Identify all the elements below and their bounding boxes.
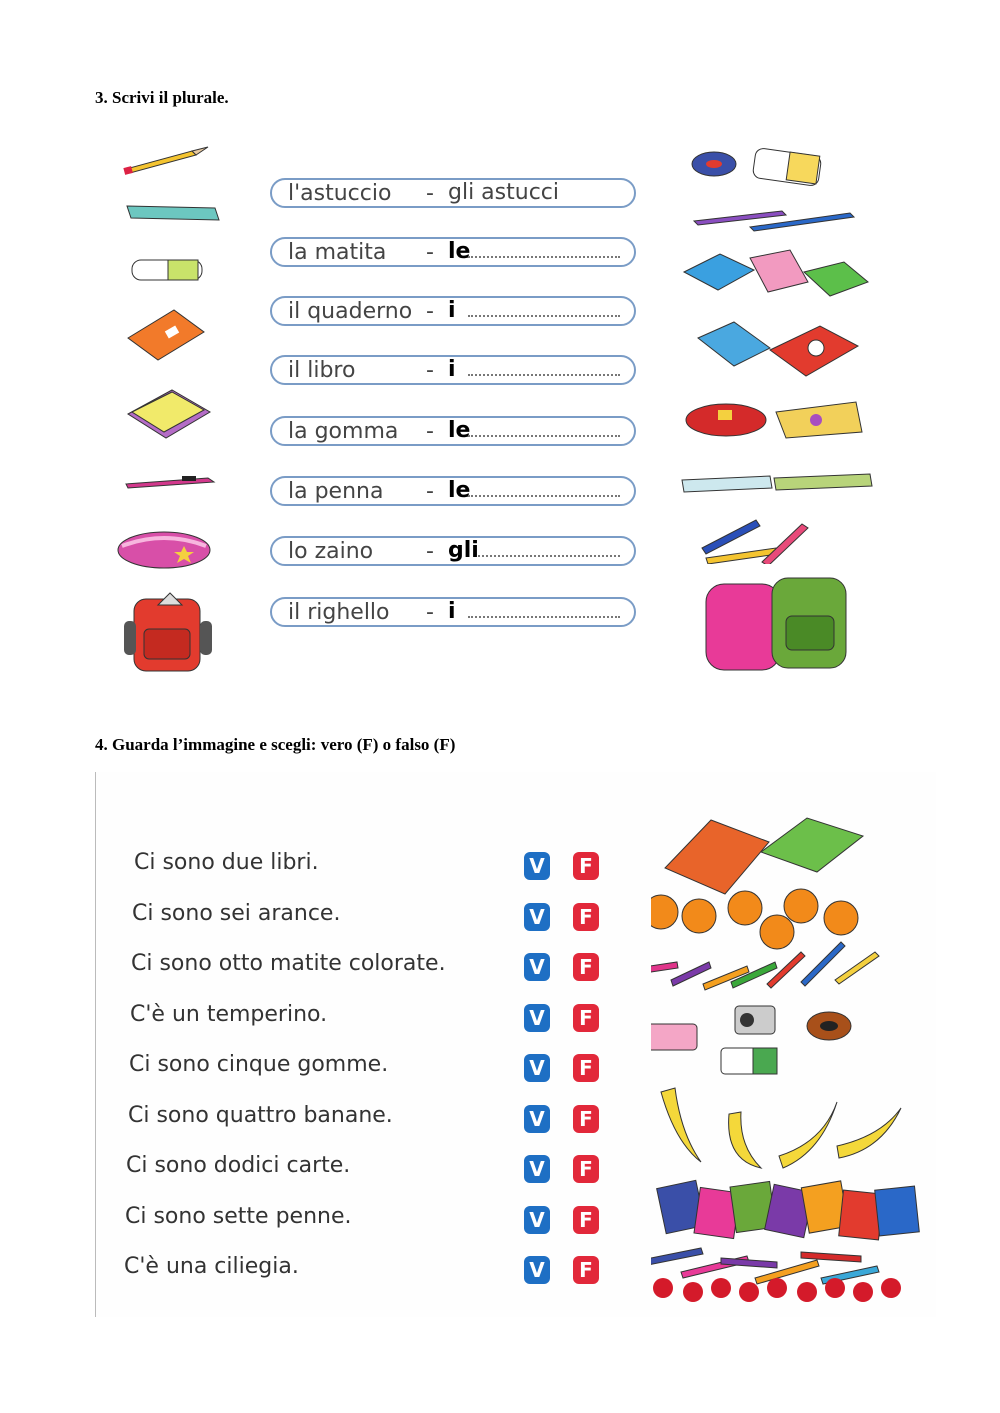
sharpener-icon (735, 1006, 775, 1034)
oranges-icon (651, 889, 858, 949)
pens-icon (690, 205, 860, 233)
plural-answer[interactable]: gli (448, 538, 479, 563)
pencil-cases-icon (682, 392, 872, 444)
dash: - (426, 479, 434, 504)
plural-row (270, 536, 636, 566)
tape-icon (807, 1012, 851, 1040)
statement-text: Ci sono cinque gomme. (129, 1052, 389, 1077)
false-button[interactable]: F (573, 1004, 599, 1032)
singular-word: il libro (288, 358, 356, 383)
backpacks-icon (696, 574, 856, 674)
plural-answer[interactable]: gli astucci (448, 180, 559, 205)
dash: - (426, 299, 434, 324)
dash: - (426, 419, 434, 444)
singular-word: lo zaino (288, 539, 374, 564)
bananas-icon (661, 1088, 901, 1168)
pencils-icon (696, 514, 816, 564)
notebooks-icon (680, 248, 880, 304)
dash: - (426, 358, 434, 383)
answer-blank[interactable] (478, 555, 620, 557)
pencil-case-icon (114, 524, 214, 574)
true-button[interactable]: V (524, 1155, 550, 1183)
true-false-panel (95, 772, 936, 1317)
true-button[interactable]: V (524, 903, 550, 931)
dash: - (426, 600, 434, 625)
false-button[interactable]: F (573, 903, 599, 931)
statement-text: C'è un temperino. (130, 1001, 328, 1027)
answer-blank[interactable] (468, 435, 620, 437)
true-button[interactable]: V (524, 1206, 550, 1234)
books-icon (665, 818, 863, 894)
school-items-illustration (651, 812, 931, 1302)
false-button[interactable]: F (573, 1256, 599, 1284)
statement-text: Ci sono sette penne. (125, 1203, 352, 1229)
plural-answer[interactable]: i (448, 298, 456, 323)
false-button[interactable]: F (573, 852, 599, 880)
plural-answer[interactable]: le (448, 478, 471, 503)
plural-row (270, 416, 636, 446)
true-button[interactable]: V (524, 1105, 550, 1133)
true-button[interactable]: V (524, 1004, 550, 1032)
true-button[interactable]: V (524, 1256, 550, 1284)
pencil-icon (122, 145, 212, 175)
true-button[interactable]: V (524, 1054, 550, 1082)
statement-text: Ci sono sei arance. (132, 900, 341, 926)
plural-answer[interactable]: le (448, 239, 471, 264)
statement-text: C'è una ciliegia. (124, 1254, 299, 1279)
answer-blank[interactable] (468, 315, 620, 317)
false-button[interactable]: F (573, 1155, 599, 1183)
statement-text: Ci sono dodici carte. (126, 1153, 351, 1178)
rulers-icon (680, 470, 876, 500)
false-button[interactable]: F (573, 1206, 599, 1234)
colored-pencils-icon (651, 942, 879, 990)
exercise-3-title: 3. Scrivi il plurale. (95, 88, 229, 107)
tape-and-eraser-icon (690, 148, 830, 194)
plural-answer[interactable]: le (448, 418, 471, 443)
plural-answer[interactable]: i (448, 599, 456, 624)
dash: - (426, 181, 434, 206)
answer-blank[interactable] (468, 616, 620, 618)
plural-row (270, 296, 636, 326)
true-button[interactable]: V (524, 852, 550, 880)
statement-text: Ci sono otto matite colorate. (131, 951, 446, 976)
cherry-icon (653, 1278, 901, 1302)
ruler-icon (125, 200, 221, 224)
singular-word: il quaderno (288, 299, 413, 324)
plural-row (270, 476, 636, 506)
singular-word: l'astuccio (288, 181, 392, 206)
dash: - (426, 240, 434, 265)
dash: - (426, 539, 434, 564)
pen-icon (122, 472, 218, 494)
notebook-icon (124, 304, 208, 364)
false-button[interactable]: F (573, 1105, 599, 1133)
plural-answer[interactable]: i (448, 357, 456, 382)
answer-blank[interactable] (468, 374, 620, 376)
cards-icon (657, 1180, 920, 1240)
plural-row (270, 237, 636, 267)
singular-word: la penna (288, 479, 384, 504)
statement-text: Ci sono due libri. (134, 850, 319, 875)
singular-word: la gomma (288, 419, 399, 444)
answer-blank[interactable] (468, 495, 620, 497)
pens-icon (651, 1248, 879, 1284)
plural-row (270, 178, 636, 208)
statement-text: Ci sono quattro banane. (128, 1102, 393, 1128)
answer-blank[interactable] (468, 256, 620, 258)
plural-row (270, 597, 636, 627)
eraser-icon (128, 252, 208, 286)
exercise-4-title: 4. Guarda l’immagine e scegli: vero (F) o falso (F) (95, 735, 456, 754)
false-button[interactable]: F (573, 953, 599, 981)
true-button[interactable]: V (524, 953, 550, 981)
singular-word: la matita (288, 240, 387, 265)
backpack-icon (120, 585, 220, 675)
plural-row (270, 355, 636, 385)
singular-word: il righello (288, 600, 390, 625)
false-button[interactable]: F (573, 1054, 599, 1082)
books-icon (694, 318, 864, 384)
book-icon (124, 384, 214, 444)
